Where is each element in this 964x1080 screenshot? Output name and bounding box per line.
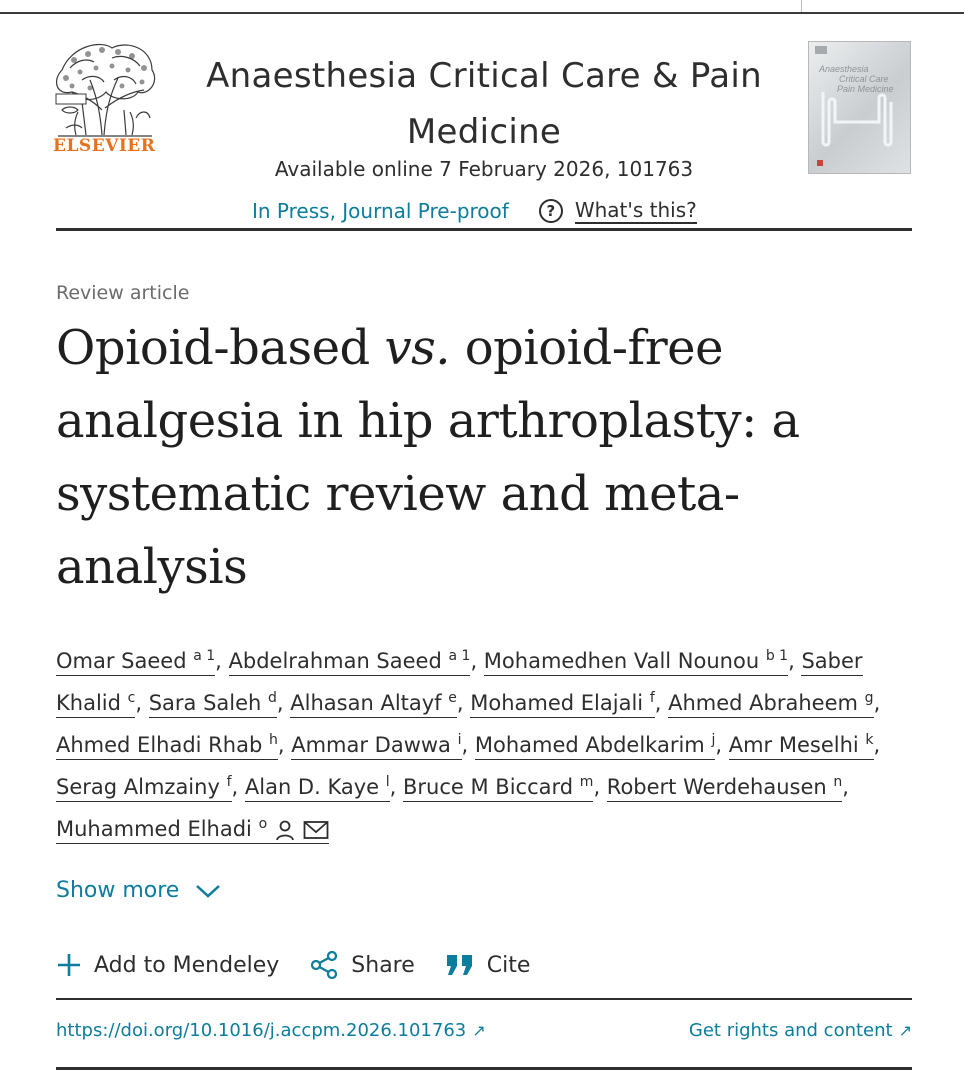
author-link[interactable] [245,775,390,802]
quote-icon[interactable] [445,953,475,977]
author-affiliation[interactable]: c [127,690,136,706]
author-name[interactable]: Mohamed Elajali [470,691,644,715]
author-link[interactable] [403,775,593,802]
person-icon[interactable] [274,819,296,841]
author-affiliation[interactable]: f [649,690,655,706]
share-button[interactable] [309,950,415,980]
author-name[interactable]: Ammar Dawwa [291,733,451,757]
plus-icon[interactable] [56,952,82,978]
cite-button[interactable] [445,953,531,978]
svg-text:Anaesthesia: Anaesthesia [819,64,869,74]
question-circle-icon[interactable]: ? [539,199,563,223]
journal-title-line2[interactable]: Medicine [406,112,562,152]
footer-divider [56,1067,912,1070]
author-affiliation[interactable]: i [457,732,462,748]
journal-cover-art [809,42,911,174]
author-affiliation[interactable]: l [385,774,390,790]
show-more-button[interactable] [56,878,221,903]
external-link-icon[interactable]: ↗ [898,1021,912,1040]
article-actions [56,945,560,985]
author-affiliation[interactable]: k [865,732,874,748]
author-link[interactable] [470,691,655,718]
elsevier-wordmark[interactable]: ELSEVIER [53,136,156,156]
author-affiliation[interactable]: g [864,690,874,706]
show-more-label[interactable]: Show more [56,878,180,903]
author-name[interactable]: Abdelrahman Saeed [228,649,442,673]
author-name[interactable]: Serag Almzainy [56,775,220,799]
author-affiliation[interactable]: a 1 [448,648,471,664]
svg-text:Pain Medicine: Pain Medicine [837,84,894,94]
author-link[interactable] [56,649,215,676]
title-italic: vs. [384,320,451,376]
share-icon[interactable] [309,950,339,980]
actions-divider [56,998,912,1000]
article-title [56,312,912,604]
top-bar [0,0,964,14]
author-name[interactable]: Mohamed Abdelkarim [474,733,705,757]
chevron-down-icon[interactable] [195,883,221,899]
header-divider [56,228,912,231]
author-name[interactable]: Sara Saleh [148,691,262,715]
envelope-icon[interactable] [303,820,329,840]
doi-link[interactable] [56,1020,486,1041]
cite-label[interactable]: Cite [486,952,531,978]
author-link[interactable] [56,733,278,760]
rights-link[interactable] [689,1020,912,1041]
author-link[interactable] [484,649,788,676]
in-press-label: In Press, Journal Pre-proof [252,199,509,223]
author-name[interactable]: Alhasan Altayf [290,691,442,715]
author-affiliation[interactable]: o [258,816,268,832]
doi-url[interactable]: https://doi.org/10.1016/j.accpm.2026.101763 [56,1020,467,1041]
author-name[interactable]: Omar Saeed [56,649,187,673]
author-link[interactable] [290,691,457,718]
author-link[interactable] [229,649,471,676]
author-link-corresponding[interactable] [56,817,329,844]
available-online-date: Available online 7 February 2026, 101763 [274,157,694,181]
author-affiliation[interactable]: m [579,774,594,790]
author-affiliation[interactable]: n [833,774,843,790]
author-link[interactable] [729,733,874,760]
title-part1: Opioid-based [56,320,385,376]
author-link[interactable] [668,691,873,718]
author-affiliation[interactable]: b 1 [765,648,789,664]
title-part2: opioid-free analgesia in hip arthroplasty: a systematic review and meta-analysis [56,320,800,595]
author-name[interactable]: Ahmed Elhadi Rhab [56,733,263,757]
author-affiliation[interactable]: e [448,690,457,706]
journal-title-line1[interactable]: Anaesthesia Critical Care & Pain [206,56,762,96]
author-affiliation[interactable]: a 1 [193,648,216,664]
author-name[interactable]: Amr Meselhi [728,733,859,757]
author-link[interactable] [56,775,232,802]
add-to-mendeley-label[interactable]: Add to Mendeley [94,952,280,978]
author-name[interactable]: Mohamedhen Vall Nounou [483,649,760,673]
author-affiliation[interactable]: h [268,732,278,748]
whats-this-link[interactable]: What's this? [574,198,697,222]
article-type: Review article [56,282,190,304]
share-label[interactable]: Share [351,952,415,978]
author-name[interactable]: Alan D. Kaye [244,775,380,799]
author-name[interactable]: Robert Werdehausen [606,775,827,799]
external-link-icon[interactable]: ↗ [472,1021,486,1040]
rights-label[interactable]: Get rights and content [688,1020,893,1041]
author-affiliation[interactable]: j [711,732,716,748]
author-list: Omar Saeed $^{a 1}$, Abdelrahman Saeed $^{a 1}$, Mohamedhen Vall Nounou $^{b 1}$, Saber Khalid $^c$, Sara Saleh $^d$, Alhasan Altayf $^e$, Mohamed Elajali $^f$, Ahmed Abraheem $^g$, Ahmed Elhadi Rhab $^h$, Ammar Dawwa $^i$, Mohamed Abdelkarim $^j$, Amr Meselhi $^k$, Serag Almzainy $^f$, Alan D. Kaye $^l$, Bruce M Biccard $^m$, Robert Werdehausen $^n$, Muhammed Elhadi $^o$ [56,640,916,850]
top-bar-divider [801,0,802,12]
author-link[interactable] [607,775,842,802]
add-to-mendeley-button[interactable] [56,952,279,978]
author-affiliation[interactable]: d [268,690,277,706]
author-link[interactable] [291,733,461,760]
publication-status [252,196,697,226]
author-link[interactable] [475,733,715,760]
journal-cover-image[interactable] [808,41,911,174]
author-name[interactable]: Saber Khalid [56,649,863,715]
author-affiliation[interactable]: f [226,774,232,790]
author-name[interactable]: Ahmed Abraheem [668,691,858,715]
author-name[interactable]: Muhammed Elhadi [56,817,252,841]
author-name[interactable]: Bruce M Biccard [403,775,574,799]
author-link[interactable] [149,691,277,718]
journal-title[interactable] [170,48,798,160]
svg-text:Critical Care: Critical Care [839,74,889,84]
